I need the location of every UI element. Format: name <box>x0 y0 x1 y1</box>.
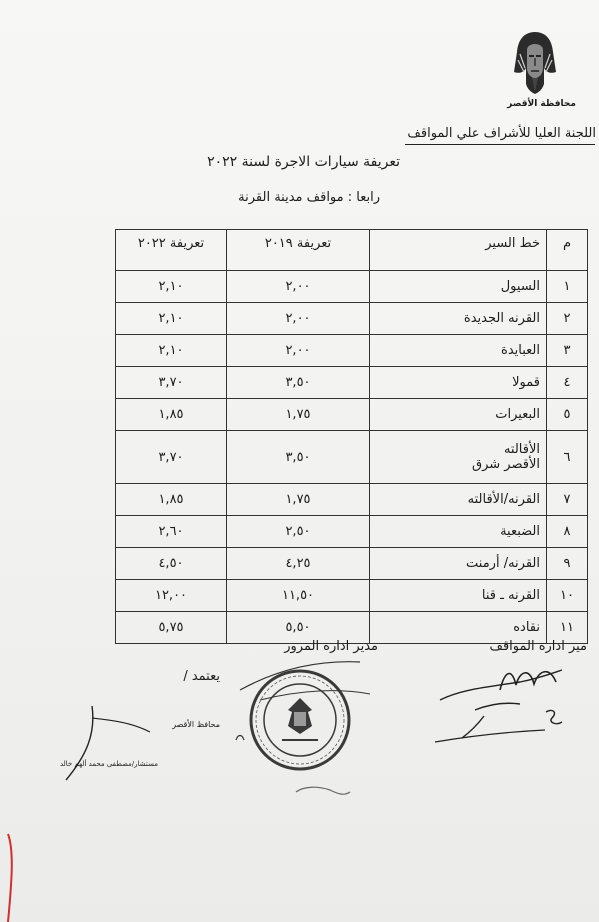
governor-title: محافظ الأقصر <box>172 720 220 729</box>
row-tariff-2022: ٢,١٠ <box>116 271 227 303</box>
table-row <box>116 399 588 431</box>
pharaoh-mask-logo <box>512 28 558 98</box>
traffic-manager-label: مدير ادارة المرور <box>284 639 378 654</box>
row-tariff-2022: ٥,٧٥ <box>116 612 227 644</box>
row-tariff-2019: ٣,٥٠ <box>227 431 370 484</box>
document-title: تعريفة سيارات الاجرة لسنة ٢٠٢٢ <box>207 154 400 170</box>
table-row <box>116 335 588 367</box>
row-tariff-2019: ٣,٥٠ <box>227 367 370 399</box>
row-num: ٣ <box>547 335 588 367</box>
table-row <box>116 580 588 612</box>
header-route: خط السير <box>370 230 547 271</box>
row-num: ٧ <box>547 484 588 516</box>
parking-manager-label: مير ادارة المواقف <box>489 639 587 654</box>
row-tariff-2022: ٢,٦٠ <box>116 516 227 548</box>
official-seal-stamp <box>248 668 352 772</box>
row-tariff-2022: ٢,١٠ <box>116 303 227 335</box>
row-tariff-2019: ٥,٥٠ <box>227 612 370 644</box>
table-row <box>116 516 588 548</box>
tariff-table <box>115 229 588 644</box>
row-num: ٦ <box>547 431 588 484</box>
row-route: القرنه/الأقالته <box>370 484 547 516</box>
row-tariff-2022: ٣,٧٠ <box>116 431 227 484</box>
row-num: ١ <box>547 271 588 303</box>
row-route: القرنه ـ قنا <box>370 580 547 612</box>
row-route: العبايدة <box>370 335 547 367</box>
row-tariff-2019: ١١,٥٠ <box>227 580 370 612</box>
row-num: ١٠ <box>547 580 588 612</box>
table-header-row <box>116 230 588 271</box>
row-tariff-2022: ١,٨٥ <box>116 399 227 431</box>
row-route: السيول <box>370 271 547 303</box>
row-num: ٨ <box>547 516 588 548</box>
row-route: نقاده <box>370 612 547 644</box>
document-subtitle: رابعا : مواقف مدينة القرنة <box>238 190 380 205</box>
row-num: ٢ <box>547 303 588 335</box>
table-row <box>116 367 588 399</box>
row-route: قمولا <box>370 367 547 399</box>
row-route: الضبعية <box>370 516 547 548</box>
row-num: ٤ <box>547 367 588 399</box>
header-tariff-2022: تعريفة ٢٠٢٢ <box>116 230 227 271</box>
row-route-line-2: الأقصر شرق <box>472 457 540 472</box>
row-tariff-2022: ١٢,٠٠ <box>116 580 227 612</box>
row-route: القرنه الجديدة <box>370 303 547 335</box>
row-tariff-2022: ٤,٥٠ <box>116 548 227 580</box>
row-tariff-2019: ٢,٠٠ <box>227 303 370 335</box>
row-num: ١١ <box>547 612 588 644</box>
row-tariff-2019: ٢,٠٠ <box>227 271 370 303</box>
row-route: البعيرات <box>370 399 547 431</box>
row-route <box>370 431 547 484</box>
row-tariff-2019: ٤,٢٥ <box>227 548 370 580</box>
table-row <box>116 271 588 303</box>
row-num: ٩ <box>547 548 588 580</box>
table-row <box>116 303 588 335</box>
row-tariff-2019: ٢,٠٠ <box>227 335 370 367</box>
row-route-line-1: الأقالته <box>503 442 540 457</box>
row-route: القرنه/ أرمنت <box>370 548 547 580</box>
table-row <box>116 484 588 516</box>
row-tariff-2019: ١,٧٥ <box>227 399 370 431</box>
row-num: ٥ <box>547 399 588 431</box>
approval-label: يعتمد / <box>183 669 220 684</box>
row-tariff-2022: ٣,٧٠ <box>116 367 227 399</box>
advisor-name: مستشار/مصطفى محمد ألهم خالد <box>59 760 158 768</box>
committee-underline <box>405 144 595 145</box>
row-tariff-2019: ٢,٥٠ <box>227 516 370 548</box>
header-num: م <box>547 230 588 271</box>
row-tariff-2019: ١,٧٥ <box>227 484 370 516</box>
header-tariff-2019: تعريفة ٢٠١٩ <box>227 230 370 271</box>
row-tariff-2022: ١,٨٥ <box>116 484 227 516</box>
table-row <box>116 548 588 580</box>
row-tariff-2022: ٢,١٠ <box>116 335 227 367</box>
governorate-name: محافظة الأقصر <box>507 99 576 109</box>
committee-name: اللجنة العليا للأشراف علي المواقف <box>407 126 596 141</box>
table-row <box>116 431 588 484</box>
